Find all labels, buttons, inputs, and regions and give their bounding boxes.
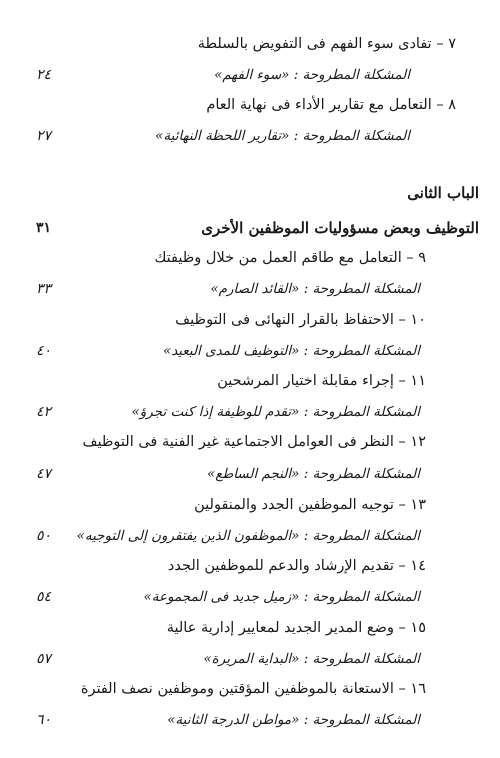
problem-text: المشكلة المطروحة : «سوء الفهم»: [214, 67, 410, 83]
toc-entry-title: [0, 308, 500, 332]
toc-entry-title: [0, 246, 500, 270]
toc-entry-title: [0, 93, 500, 117]
toc-entry-title: [0, 677, 500, 701]
toc-entry-problem: [0, 400, 500, 424]
page-number: ٥٤: [36, 589, 52, 605]
entry-title-text: ١٢ – النظر فى العوامل الاجتماعية غير الفنية فى التوظيف: [82, 434, 426, 450]
problem-text: المشكلة المطروحة : «تقدم للوظيفة إذا كنت تجرؤ»: [131, 404, 420, 420]
page-number: ٢٤: [36, 67, 52, 83]
problem-text: المشكلة المطروحة : «زميل جديد فى المجموعة»: [143, 589, 420, 605]
toc-entry-title: [0, 493, 500, 517]
toc-entry-title: [0, 430, 500, 454]
toc-entry-problem: [0, 124, 500, 148]
toc-entry-problem: [0, 462, 500, 486]
toc-entry-problem: [0, 339, 500, 363]
page-number: ٤٠: [36, 343, 52, 359]
toc-entry-problem: [0, 647, 500, 671]
page-number: ٤٢: [36, 404, 52, 420]
toc-entry-problem: [0, 708, 500, 732]
toc-entry-problem: [0, 585, 500, 609]
toc-entry-problem: [0, 524, 500, 548]
page-number: ٤٧: [36, 466, 52, 482]
entry-title-text: ٨ – التعامل مع تقارير الأداء فى نهاية العام: [206, 97, 456, 113]
part-title-text: التوظيف وبعض مسؤوليات الموظفين الأخرى: [201, 219, 479, 237]
problem-text: المشكلة المطروحة : «النجم الساطع»: [207, 466, 420, 482]
page-number: ٥٧: [36, 651, 52, 667]
part-heading-text: الباب الثانى: [407, 184, 479, 202]
page-number: ٦٠: [36, 712, 52, 728]
problem-text: المشكلة المطروحة : «مواطن الدرجة الثانية»: [167, 712, 420, 728]
toc-entry-title: [0, 616, 500, 640]
toc-entry-title: [0, 369, 500, 393]
entry-title-text: ١٣ – توجيه الموظفين الجدد والمنقولين: [194, 497, 426, 513]
entry-title-text: ١٦ – الاستعانة بالموظفين المؤقتين وموظفين نصف الفترة: [80, 681, 426, 697]
problem-text: المشكلة المطروحة : «التوظيف للمدى البعيد»: [162, 343, 420, 359]
page-number: ٥٠: [36, 528, 52, 544]
entry-title-text: ٧ – تفادى سوء الفهم فى التفويض بالسلطة: [197, 36, 456, 52]
entry-title-text: ١٤ – تقديم الإرشاد والدعم للموظفين الجدد: [167, 558, 426, 574]
problem-text: المشكلة المطروحة : «البداية المريرة»: [203, 651, 420, 667]
toc-entry-problem: [0, 277, 500, 301]
entry-title-text: ١٥ – وضع المدير الجديد لمعايير إدارية عالية: [166, 620, 426, 636]
toc-entry-title: [0, 32, 500, 56]
entry-title-text: ١١ – إجراء مقابلة اختيار المرشحين: [217, 373, 426, 389]
page-number: ٣٣: [36, 281, 52, 297]
page-number: ٣١: [36, 220, 52, 236]
toc-entry-problem: [0, 63, 500, 87]
problem-text: المشكلة المطروحة : «الموظفون الذين يفتقرون إلى التوجيه»: [76, 528, 420, 544]
problem-text: المشكلة المطروحة : «تقارير اللحظة النهائية»: [155, 128, 410, 144]
entry-title-text: ١٠ – الاحتفاظ بالقرار النهائى فى التوظيف: [175, 312, 426, 328]
toc-entry-title: [0, 554, 500, 578]
part-heading: [0, 181, 500, 205]
part-title: [0, 216, 500, 240]
page-number: ٢٧: [36, 128, 52, 144]
problem-text: المشكلة المطروحة : «القائد الصارم»: [210, 281, 420, 297]
entry-title-text: ٩ – التعامل مع طاقم العمل من خلال وظيفتك: [154, 250, 426, 266]
